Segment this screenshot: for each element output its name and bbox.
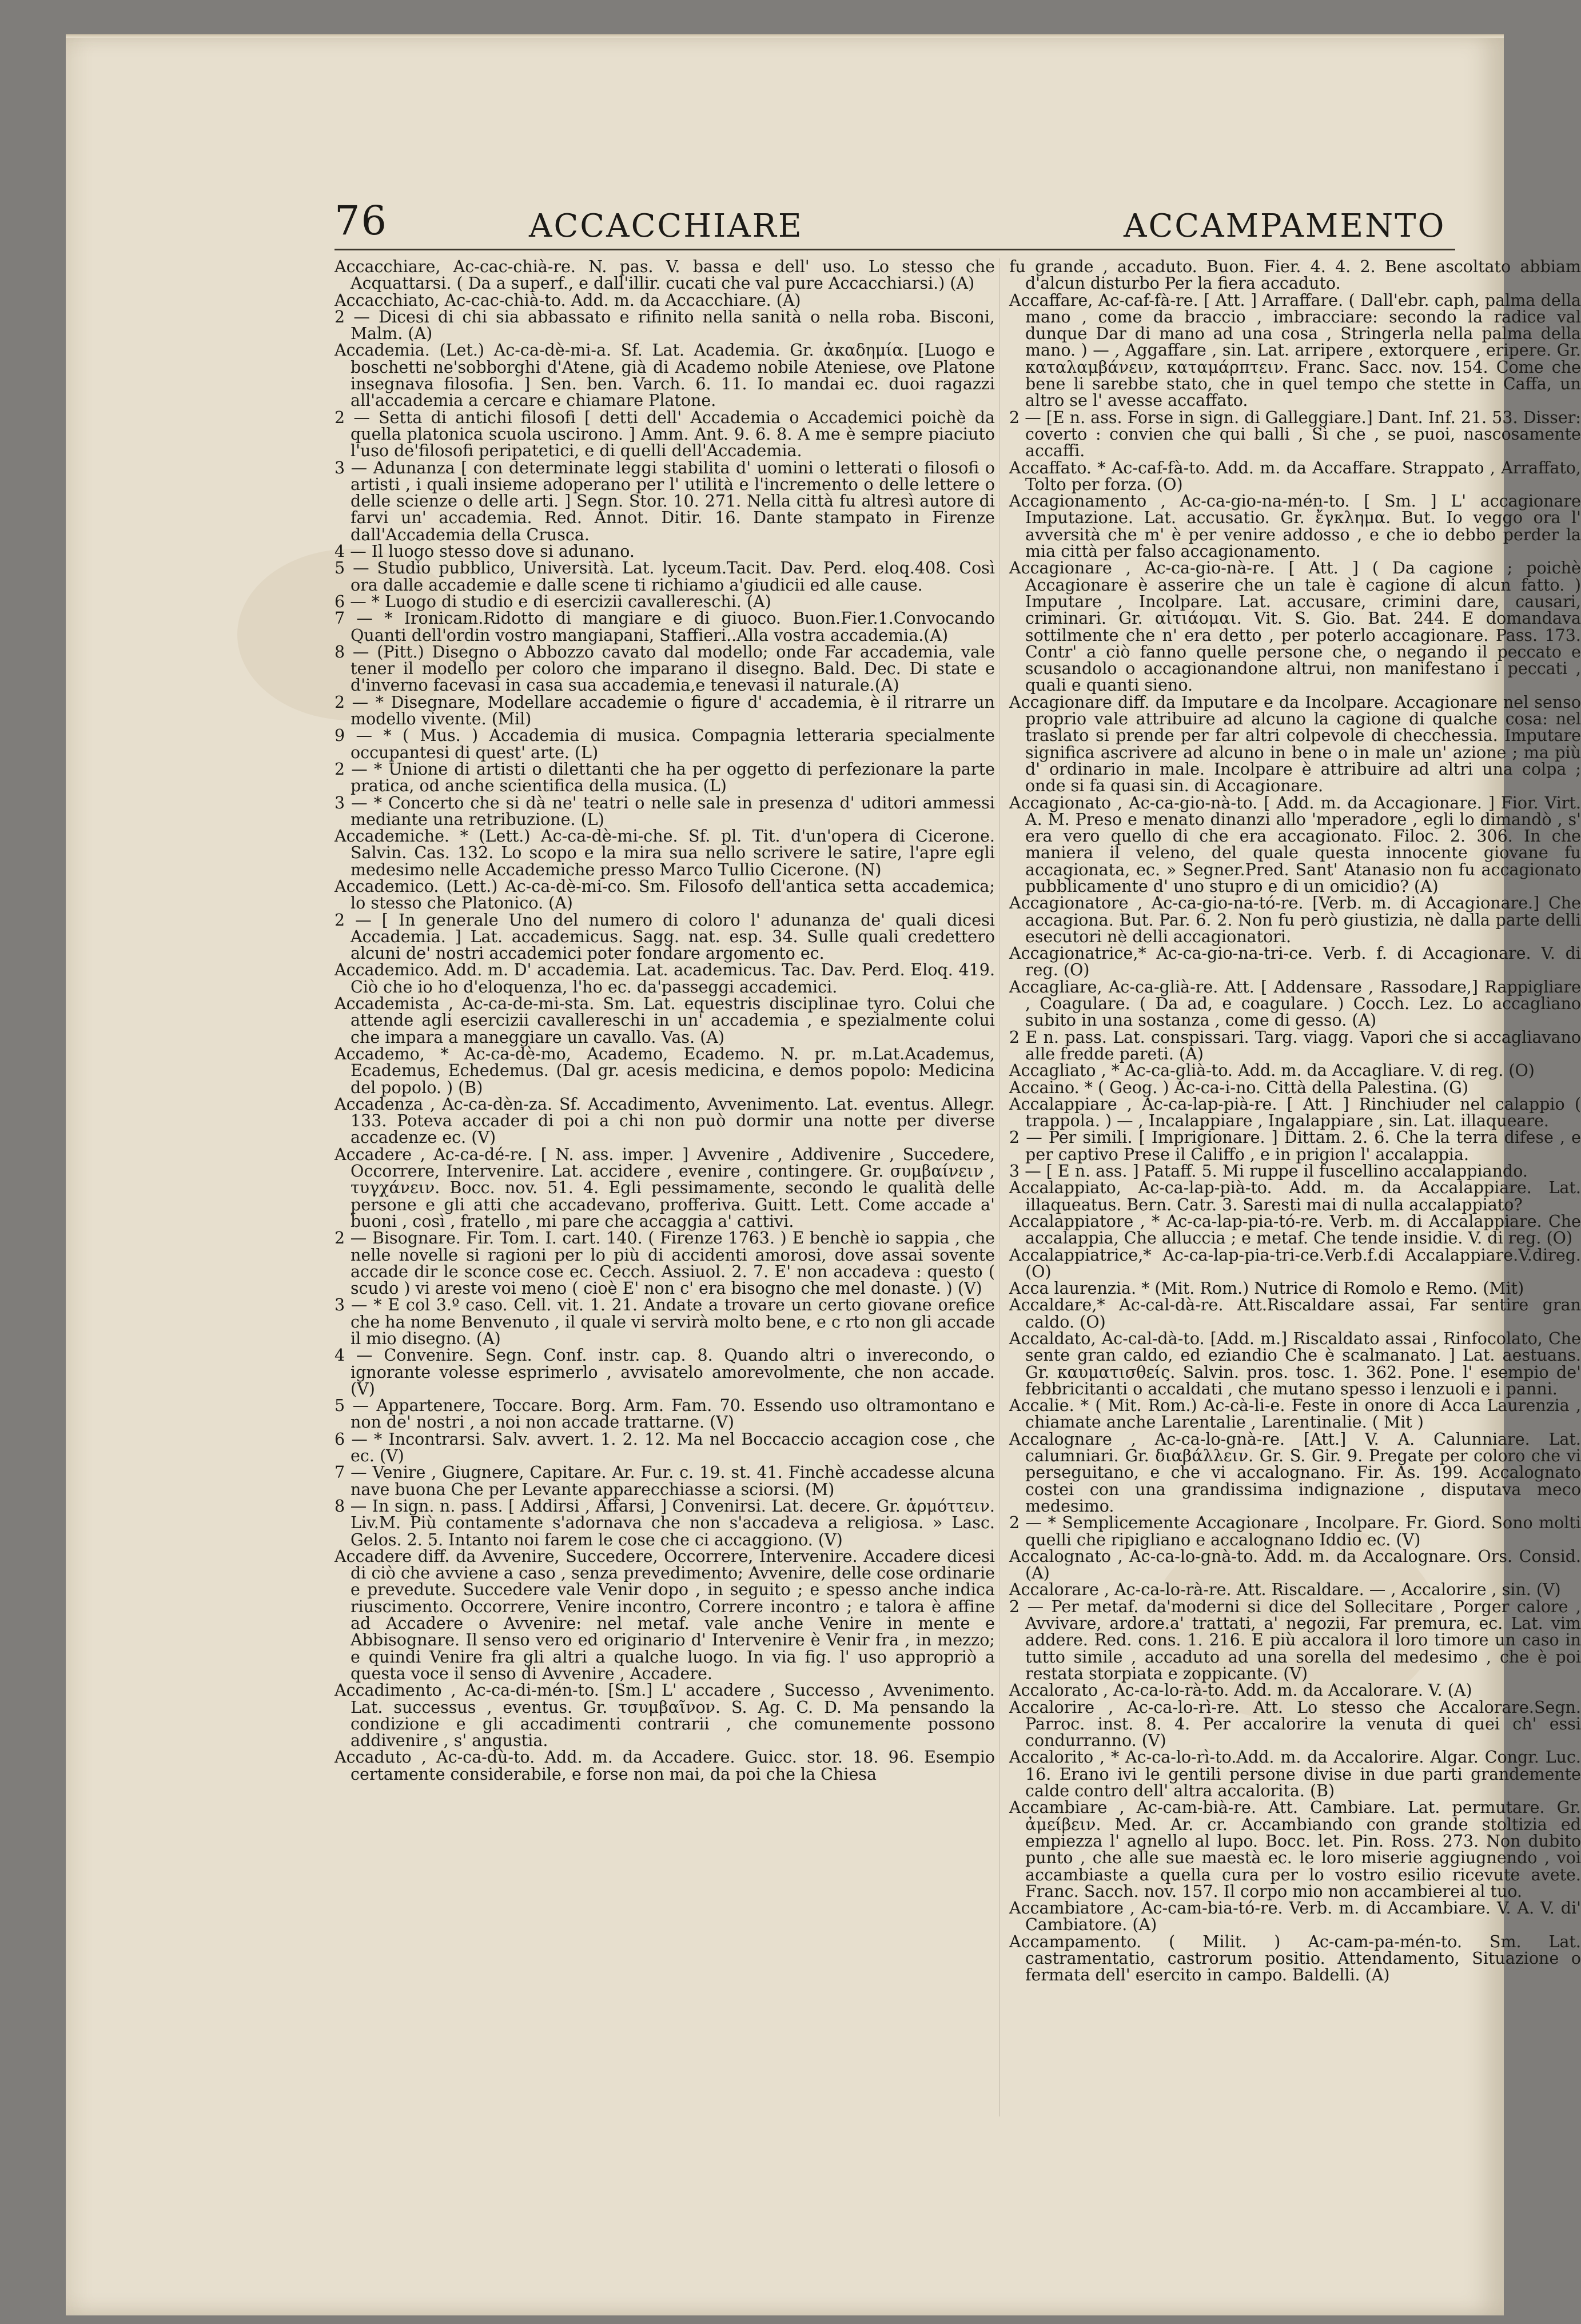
dictionary-entry: 8 — In sign. n. pass. [ Addirsi , Affarsi, ] Convenirsi. Lat. decere. Gr. ἁρμόττειν. Liv.M. Più contamente s'adornava che non s'accadeva a religiosa. » Lasc. Gelos. 2. 5. Intanto noi farem le cose che ci accaggiono. (V) [334,1496,995,1549]
dictionary-entry: 2 — Setta di antichi filosofi [ detti dell' Accademia o Accademici poichè da quella platonica scuola uscirono. ] Amm. Ant. 9. 6. 8. A me è sempre piaciuto l'uso de'filosofi peripatetici, e di quelli dell'Accademia. [334,408,995,461]
dictionary-entry: Accalognato , Ac-ca-lo-gnà-to. Add. m. da Accalognare. Ors. Consid. (A) [1009,1546,1581,1583]
header-rule [334,249,1455,250]
dictionary-entry: Accalorire , Ac-ca-lo-rì-re. Att. Lo stesso che Accalorare.Segn. Parroc. inst. 8. 4. Per accalorire la venuta di quei ch' essi condurranno. (V) [1009,1697,1581,1751]
dictionary-entry: Accademo, * Ac-ca-dè-mo, Academo, Ecademo. N. pr. m.Lat.Academus, Ecademus, Echedemus. (Dal gr. acesis medicina, e demos popolo: Medicina del popolo. ) (B) [334,1044,995,1097]
dictionary-entry: Accagionatore , Ac-ca-gio-na-tó-re. [Verb. m. di Accagionare.] Che accagiona. But. Par. 6. 2. Non fu però giustizia, nè dalla parte delli esecutori nè delli accagionatori. [1009,894,1581,946]
dictionary-entry: Accambiatore , Ac-cam-bia-tó-re. Verb. m. di Accambiare. V. A. V. di' Cambiatore. (A) [1009,1899,1581,1935]
dictionary-entry: 5 — Appartenere, Toccare. Borg. Arm. Fam. 70. Essendo uso oltramontano e non de' nostri , a noi non accade trattarne. (V) [334,1396,995,1432]
dictionary-entry: 3 — Adunanza [ con determinate leggi stabilita d' uomini o letterati o filosofi o artisti , i quali insieme adoperano per l' utilità e l'incremento o delle lettere o delle scienze o delle arti. ] Segn. Stor. 10. 271. Nella città fu altresì autore di farvi un' accademia. Red. Annot. Ditir. 16. Dante stampato in Firenze dall'Accademia della Crusca. [334,458,995,544]
page-top-edge [66,34,1504,38]
dictionary-entry: 7 — Venire , Giugnere, Capitare. Ar. Fur. c. 19. st. 41. Finchè accadesse alcuna nave buona Che per Levante apparecchiasse a sciorsi. (M) [334,1463,995,1499]
dictionary-entry: Accaino. * ( Geog. ) Ac-ca-i-no. Città della Palestina. (G) [1009,1078,1468,1097]
dictionary-entry: Accademico. Add. m. D' accademia. Lat. academicus. Tac. Dav. Perd. Eloq. 419. Ciò che io ho d'eloquenza, l'ho ec. da'passeggi accademici. [334,960,995,996]
running-head-left: ACCACCHIARE [529,208,803,245]
dictionary-entry: 2 — * Unione di artisti o dilettanti che ha per oggetto di perfezionare la parte pratica, od anche scientifica della musica. (L) [334,759,995,796]
dictionary-entry: Accademia. (Let.) Ac-ca-dè-mi-a. Sf. Lat. Academia. Gr. ἀκαδημία. [Luogo e boschetti ne'sobborghi d'Atene, già di Academo nobile Ateniese, ove Platone insegnava filosofia. ] Sen. ben. Varch. 6. 11. Io mandai ec. duoi ragazzi all'accademia a cercare e chiamare Platone. [334,341,995,410]
dictionary-entry: 2 — Bisognare. Fir. Tom. I. cart. 140. ( Firenze 1763. ) E benchè io sappia , che nelle novelle si ragioni per lo più di accidenti amorosi, dove assai sovente accade dir le sconce cose ec. Cecch. Assiuol. 2. 7. E' non accadeva : questo ( scudo ) vi areste voi meno ( cioè E' non c' era bisogno che mel donaste. ) (V) [334,1229,995,1298]
dictionary-entry: 2 — Dicesi di chi sia abbassato e rifinito nella sanità o nella roba. Bisconi, Malm. (A) [334,307,995,344]
dictionary-entry: 9 — * ( Mus. ) Accademia di musica. Compagnia letteraria specialmente occupantesi di quest' arte. (L) [334,726,995,762]
dictionary-entry: Accalappiatore , * Ac-ca-lap-pia-tó-re. Verb. m. di Accalappiare. Che accalappia, Che alluccia ; e metaf. Che tende insidie. V. di reg. (O) [1009,1211,1581,1248]
dictionary-entry: Accacchiare, Ac-cac-chià-re. N. pas. V. bassa e dell' uso. Lo stesso che Acquattarsi. ( Da a superf., e dall'illir. cucati che val pure Accacchiarsi.) (A) [334,257,995,293]
dictionary-entry: Accagionamento , Ac-ca-gio-na-mén-to. [ Sm. ] L' accagionare Imputazione. Lat. accusatio. Gr. ἔγκλημα. But. Io veggo ora l' avversità che m' è per venire addosso , e che io debbo perder la mia città per falso accagionamento. [1009,492,1581,561]
dictionary-entry: Accalie. * ( Mit. Rom.) Ac-cà-li-e. Feste in onore di Acca Laurenzia , chiamate anche Larentalie , Larentinalie. ( Mit ) [1009,1396,1581,1432]
dictionary-entry: 6 — * Luogo di studio e di esercizii cavallereschi. (A) [334,592,771,611]
dictionary-entry: Accagionare , Ac-ca-gio-nà-re. [ Att. ] ( Da cagione ; poichè Accagionare è asserire che un tale è cagione di alcun fatto. ) Imputare , Incolpare. Lat. accusare, crimini dare, causari, criminari. Gr. αἰτιάομαι. Vit. S. Gio. Bat. 244. E domandava sottilmente che n' era detto , per poterlo accagionare. Pass. 173. Contr' a ciò fanno quelle persone che, o negando il peccato e scusandolo o accagionandone altrui, non manifestano i peccati , quali e quanti sieno. [1009,559,1581,695]
dictionary-entry: Accalognare , Ac-ca-lo-gnà-re. [Att.] V. A. Calunniare. Lat. calumniari. Gr. διαβάλλειν. Gr. S. Gir. 9. Pregate per coloro che vi perseguitano, e che vi accalognano. Fir. As. 199. Accalognato costei con una grandissima indignazione , disputava meco medesimo. [1009,1429,1581,1516]
dictionary-entry: 2 — Per simili. [ Imprigionare. ] Dittam. 2. 6. Che la terra difese , e per captivo Prese il Califfo , e in prigion l' accalappia. [1009,1128,1581,1164]
dictionary-entry: Accagionare diff. da Imputare e da Incolpare. Accagionare nel senso proprio vale attribuire ad alcuno la cagione di qualche cosa: nel traslato si prende per far altri colpevole di checchessia. Imputare significa ascrivere ad alcuno in bene o in male un' azione ; ma più d' ordinario in male. Incolpare è attribuire ad altri una colpa ; onde si fa quasi sin. di Accagionare. [1009,692,1581,796]
dictionary-entry: 3 — * Concerto che si dà ne' teatri o nelle sale in presenza d' uditori ammessi mediante una retribuzione. (L) [334,793,995,829]
dictionary-entry: Accagionatrice,* Ac-ca-gio-na-tri-ce. Verb. f. di Accagionare. V. di reg. (O) [1009,944,1581,980]
dictionary-entry: 2 — * Semplicemente Accagionare , Incolpare. Fr. Giord. Sono molti quelli che ripigliano e accalognano Iddio ec. (V) [1009,1513,1581,1549]
dictionary-entry: Accalorito , * Ac-ca-lo-rì-to.Add. m. da Accalorire. Algar. Congr. Luc. 16. Erano ivi le gentili persone divise in due parti grandemente calde contro dell' altra accalorita. (B) [1009,1748,1581,1801]
dictionary-entry: Accagliare, Ac-ca-glià-re. Att. [ Addensare , Rassodare,] Rappigliare , Coagulare. ( Da ad, e coagulare. ) Cocch. Lez. Lo accagliano subito in una sostanza , come di gesso. (A) [1009,977,1581,1030]
dictionary-entry: Accaldare,* Ac-cal-dà-re. Att.Riscaldare assai, Far sentire gran caldo. (O) [1009,1295,1581,1332]
dictionary-entry: Accademiche. * (Lett.) Ac-ca-dè-mi-che. Sf. pl. Tit. d'un'opera di Cicerone. Salvin. Cas. 132. Lo scopo e la mira sua nello scrivere le satire, l'apre egli medesimo nelle Accademiche presso Marco Tullio Cicerone. (N) [334,827,995,879]
dictionary-entry: Accadimento , Ac-ca-di-mén-to. [Sm.] L' accadere , Successo , Avvenimento. Lat. successus , eventus. Gr. τσυμβαῖνον. S. Ag. C. D. Ma pensando la condizione e gli accadimenti contrarii , che comunemente possono addivenire , s' angustia. [334,1681,995,1751]
dictionary-entry: 4 — Convenire. Segn. Conf. instr. cap. 8. Quando altri o inverecondo, o ignorante volesse esprimerlo , avvisatelo amorevolmente, che non accade. (V) [334,1346,995,1398]
dictionary-entry: Accaldato, Ac-cal-dà-to. [Add. m.] Riscaldato assai , Rinfocolato, Che sente gran caldo, ed eziandio Che è scalmanato. ] Lat. aestuans. Gr. καυματισθείς. Salvin. pros. tosc. 1. 362. Pone. l' esempio de' febbricitanti o accaldati , che mutano spesso i lenzuoli e i panni. [1009,1329,1581,1398]
dictionary-entry: 8 — (Pitt.) Disegno o Abbozzo cavato dal modello; onde Far accademia, vale tener il modello per coloro che imparano il disegno. Bald. Dec. Di state e d'inverno facevasi in casa sua accademia,e tenevasi il naturale.(A) [334,642,995,695]
dictionary-entry: Accaffare, Ac-caf-fà-re. [ Att. ] Arraffare. ( Dall'ebr. caph, palma della mano , come da braccio , imbracciare: secondo la radice val dunque Dar di mano ad una cosa , Stringerla nella palma della mano. ) — , Aggaffare , sin. Lat. arripere , extorquere , eripere. Gr. καταλαμβάνειν, καταμάρπτειν. Franc. Sacc. nov. 154. Come che bene li sarebbe stato, che in quel tempo che stette in Caffa, un altro se l' avesse accaffato. [1009,290,1581,410]
dictionary-entry: 2 — * Disegnare, Modellare accademie o figure d' accademia, è il ritrarre un modello vivente. (Mil) [334,692,995,729]
dictionary-entry: Accaffato. * Ac-caf-fà-to. Add. m. da Accaffare. Strappato , Arraffato, Tolto per forza. (O) [1009,458,1581,494]
dictionary-entry: 2 — [E n. ass. Forse in sign. di Galleggiare.] Dant. Inf. 21. 53. Disser: coverto : convien che qui balli , Sì che , se puoi, nascosamente accaffi. [1009,408,1581,461]
left-column [334,258,995,1783]
dictionary-entry: Acca laurenzia. * (Mit. Rom.) Nutrice di Romolo e Remo. (Mit) [1009,1279,1524,1298]
dictionary-entry: 7 — * Ironicam.Ridotto di mangiare e di giuoco. Buon.Fier.1.Convocando Quanti dell'ordin vostro mangiapani, Staffieri..Alla vostra accademia.(A) [334,609,995,645]
book-page [66,34,1581,2315]
dictionary-entry: Accademico. (Lett.) Ac-ca-dè-mi-co. Sm. Filosofo dell'antica setta accademica; lo stesso che Platonico. (A) [334,876,995,913]
page-number: 76 [334,197,388,244]
dictionary-entry: Accalappiatrice,* Ac-ca-lap-pia-tri-ce.Verb.f.di Accalappiare.V.direg.(O) [1009,1245,1581,1281]
dictionary-entry: Accadenza , Ac-ca-dèn-za. Sf. Accadimento, Avvenimento. Lat. eventus. Allegr. 133. Poteva accader di poi a chi non può dormir una notte per diverse accadenze ec. (V) [334,1094,995,1147]
running-head-right: ACCAMPAMENTO [1124,208,1446,245]
page-header [66,197,1504,243]
dictionary-entry: 2 E n. pass. Lat. conspissari. Targ. viagg. Vapori che si accagliavano alle fredde pareti. (A) [1009,1027,1581,1063]
dictionary-entry: Accacchiato, Ac-cac-chià-to. Add. m. da Accacchiare. (A) [334,290,801,310]
dictionary-entry: Accalappiare , Ac-ca-lap-pià-re. [ Att. ] Rinchiuder nel calappio ( trappola. ) — , Incalappiare , Ingalappiare , sin. Lat. illaqueare. [1009,1094,1581,1131]
dictionary-entry: 4 — Il luogo stesso dove si adunano. [334,542,635,561]
dictionary-entry: 3 — * E col 3.º caso. Cell. vit. 1. 21. Andate a trovare un certo giovane orefice che ha nome Benvenuto , il quale vi servirà molto bene, e c rto non gli accade il mio disegno. (A) [334,1295,995,1348]
dictionary-entry: 2 — [ In generale Uno del numero di coloro l' adunanza de' quali dicesi Accademia. ] Lat. accademicus. Sagg. nat. esp. 34. Sulle quali credettero alcuni de' nostri accademici poter fondare argomento ec. [334,910,995,963]
dictionary-entry: 5 — Studio pubblico, Università. Lat. lyceum.Tacit. Dav. Perd. eloq.408. Così ora dalle accademie e dalle scene ti richiamo a'giudicii ed alle cause. [334,559,995,595]
dictionary-entry: Accadere , Ac-ca-dé-re. [ N. ass. imper. ] Avvenire , Addivenire , Succedere, Occorrere, Intervenire. Lat. accidere , evenire , contingere. Gr. συμβαίνειν , τυγχάνειν. Bocc. nov. 51. 4. Egli pessimamente, secondo le qualità delle persone e gli atti che accadevano, profferiva. Guitt. Lett. Come accade a' buoni , così , fratello , mi pare che accaggia a' cattivi. [334,1145,995,1231]
dictionary-entry: Accagliato , * Ac-ca-glià-to. Add. m. da Accagliare. V. di reg. (O) [1009,1061,1535,1081]
dictionary-entry: Accampamento. ( Milit. ) Ac-cam-pa-mén-to. Sm. Lat. castramentatio, castrorum positio. Attendamento, Situazione o fermata dell' esercito in campo. Baldelli. (A) [1009,1932,1581,1985]
right-column [1009,258,1581,1984]
dictionary-entry: Accalappiato, Ac-ca-lap-pià-to. Add. m. da Accalappiare. Lat. illaqueatus. Bern. Catr. 3. Saresti mai di nulla accalappiato? [1009,1178,1581,1214]
dictionary-entry: Accaduto , Ac-ca-dù-to. Add. m. da Accadere. Guicc. stor. 18. 96. Esempio certamente considerabile, e forse non mai, da poi che la Chiesa [334,1748,995,1784]
dictionary-entry: 3 — [ E n. ass. ] Pataff. 5. Mi ruppe il fuscellino accalappiando. [1009,1162,1528,1181]
bleed-through-text [1544,263,1567,2150]
dictionary-entry: Accademista , Ac-ca-de-mi-sta. Sm. Lat. equestris disciplinae tyro. Colui che attende agli esercizii cavallereschi in un' accademia , e spezialmente colui che impara a maneggiare un cavallo. Vas. (A) [334,994,995,1047]
dictionary-entry: Accalorare , Ac-ca-lo-rà-re. Att. Riscaldare. — , Accalorire , sin. (V) [1009,1580,1561,1600]
dictionary-entry: Accagionato , Ac-ca-gio-nà-to. [ Add. m. da Accagionare. ] Fior. Virt. A. M. Preso e menato dinanzi allo 'mperadore , egli lo dimandò , s' era vero quello di che era accagionato. Filoc. 2. 306. In che maniera il veleno, del quale questa innocente giovane fu accagionata, ec. » Segner.Pred. Sant' Atanasio non fu accagionato pubblicamente d' uno stupro e di un omicidio? (A) [1009,793,1581,896]
dictionary-entry: Accalorato , Ac-ca-lo-rà-to. Add. m. da Accalorare. V. (A) [1009,1681,1472,1700]
dictionary-entry: 2 — Per metaf. da'moderni si dice del Sollecitare , Porger calore , Avvivare, ardore.a' trattati, a' negozii, Far premura, ec. Lat. vim addere. Red. cons. 1. 216. E più accalora il loro timore un caso in tutto simile , accaduto ad una sorella del medesimo , che è poi restata storpiata e zoppicante. (V) [1009,1597,1581,1683]
dictionary-entry: fu grande , accaduto. Buon. Fier. 4. 4. 2. Bene ascoltato abbiam d'alcun disturbo Per la fiera accaduto. [1009,257,1581,293]
dictionary-entry: Accambiare , Ac-cam-bià-re. Att. Cambiare. Lat. permutare. Gr. ἀμείβειν. Med. Ar. cr. Accambiando con grande stoltizia ed empiezza l' agnello al lupo. Bocc. let. Pin. Ross. 273. Non dubito punto , che alle sue maestà ec. le loro miserie aggiugnendo , voi accambiaste a quella cura per lo vostro esilio ricevute avete. Franc. Sacch. nov. 157. Il corpo mio non accambierei al tuo. [1009,1798,1581,1901]
dictionary-entry: Accadere diff. da Avvenire, Succedere, Occorrere, Intervenire. Accadere dicesi di ciò che avviene a caso , senza prevedimento; Avvenire, delle cose ordinarie e prevedute. Succedere vale Venir dopo , in seguito ; e spesso anche indica riuscimento. Occorrere, Venire incontro, Correre incontro ; e talora è affine ad Accadere o Avvenire: nel metaf. vale anche Venire in mente e Abbisognare. Il senso vero ed originario d' Intervenire è Venir fra , in mezzo; e quindi Venire fra gli altri a qualche luogo. In via fig. l' uso appropriò a questa voce il senso di Avvenire , Accadere. [334,1546,995,1683]
dictionary-entry: 6 — * Incontrarsi. Salv. avvert. 1. 2. 12. Ma nel Boccaccio accagion cose , che ec. (V) [334,1429,995,1466]
